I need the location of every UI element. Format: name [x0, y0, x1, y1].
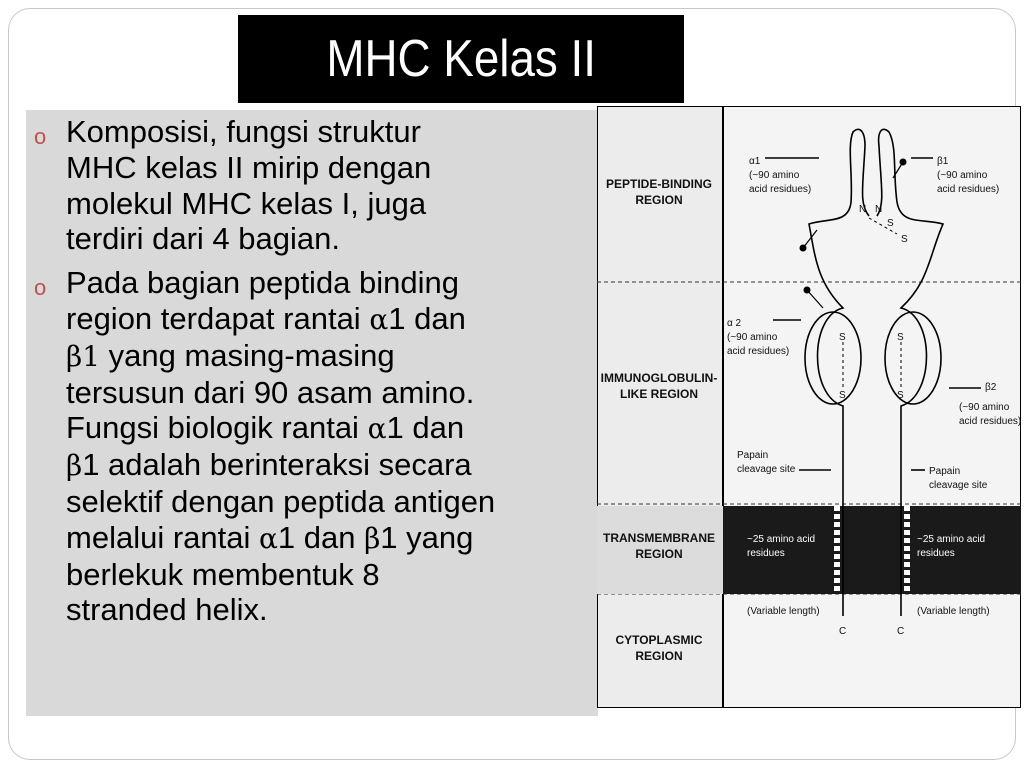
region-label: PEPTIDE-BINDING	[605, 177, 713, 191]
slide-title: MHC Kelas II	[326, 30, 596, 88]
region-label: LIKE REGION	[619, 387, 699, 401]
alpha2-label: (~90 amino	[727, 332, 778, 343]
beta2-label: acid residues)	[959, 416, 1021, 427]
bullet-line: Pada bagian peptida binding	[66, 265, 460, 301]
bullet-line: melalui rantai	[66, 519, 259, 555]
sulfur-label: S	[839, 332, 846, 343]
alpha-symbol: α	[369, 302, 389, 336]
mhc-class-ii-diagram	[597, 106, 1021, 708]
bullet-line: 1 dan	[388, 300, 466, 336]
region-label: IMMUNOGLOBULIN-	[600, 371, 718, 385]
alpha1-label: (~90 amino	[749, 170, 800, 181]
alpha2-label: acid residues)	[727, 346, 790, 357]
sulfur-label: S	[839, 390, 846, 401]
beta2-label: β2	[985, 382, 997, 393]
title-box	[238, 15, 684, 103]
beta-symbol: β	[364, 521, 381, 555]
variable-length-label: (Variable length)	[917, 606, 990, 617]
alpha-symbol: α	[258, 521, 278, 555]
bullet-line: terdiri dari 4 bagian.	[66, 221, 340, 257]
bullet-line: selektif dengan peptida antigen	[66, 483, 496, 519]
bullet-line: Komposisi, fungsi struktur	[66, 114, 421, 149]
c-terminus-label: C	[839, 626, 847, 637]
beta-symbol: β1	[66, 339, 101, 373]
sulfur-label: S	[897, 332, 904, 343]
region-label: REGION	[635, 649, 683, 663]
papain-label: Papain	[929, 466, 961, 477]
bullet-item	[30, 265, 590, 628]
papain-label: cleavage site	[737, 464, 796, 475]
alpha1-label: acid residues)	[749, 184, 812, 195]
beta-symbol: β	[66, 449, 83, 483]
sulfur-label: S	[897, 390, 904, 401]
bullet-line: 1 dan	[277, 519, 365, 555]
alpha-symbol: α	[367, 412, 387, 446]
papain-label: cleavage site	[929, 480, 988, 491]
bullet-line: berlekuk membentuk 8	[66, 556, 380, 592]
tm-residue-label: residues	[747, 548, 785, 559]
bullet-line: molekul MHC kelas I, juga	[66, 185, 427, 221]
bullet-line: 1 yang	[380, 519, 474, 555]
n-terminus-label: N	[859, 204, 867, 215]
bullet-line: stranded helix.	[66, 592, 268, 628]
beta1-label: β1	[937, 156, 949, 167]
bullet-line: yang masing-masing	[100, 337, 395, 373]
bullet-item	[30, 114, 590, 257]
tm-residue-label: ~25 amino acid	[917, 534, 986, 545]
bullet-line: tersusun dari 90 asam amino.	[66, 374, 475, 410]
alpha2-label: α 2	[727, 318, 742, 329]
region-label: CYTOPLASMIC	[615, 633, 703, 647]
region-label: REGION	[635, 547, 683, 561]
n-terminus-label: N	[875, 204, 883, 215]
bullet-line: region terdapat rantai	[66, 300, 370, 336]
bullet-list	[30, 114, 590, 636]
bullet-line: MHC kelas II mirip dengan	[66, 149, 432, 185]
bullet-ring-icon: o	[34, 275, 47, 301]
tm-residue-label: ~25 amino acid	[747, 534, 816, 545]
bullet-line: 1 adalah berinteraksi secara	[82, 447, 472, 483]
region-label: TRANSMEMBRANE	[603, 531, 715, 545]
bullet-ring-icon: o	[34, 124, 47, 149]
sulfur-label: S	[901, 234, 908, 245]
variable-length-label: (Variable length)	[747, 606, 820, 617]
c-terminus-label: C	[897, 626, 905, 637]
beta1-label: acid residues)	[937, 184, 1000, 195]
sulfur-label: S	[887, 218, 894, 229]
tm-residue-label: residues	[917, 548, 955, 559]
papain-label: Papain	[737, 450, 769, 461]
bullet-line: Fungsi biologik rantai	[66, 410, 368, 446]
bullet-line: 1 dan	[386, 410, 465, 446]
alpha1-label: α1	[749, 156, 761, 167]
beta1-label: (~90 amino	[937, 170, 988, 181]
region-label: REGION	[635, 193, 683, 207]
beta2-label: (~90 amino	[959, 402, 1010, 413]
